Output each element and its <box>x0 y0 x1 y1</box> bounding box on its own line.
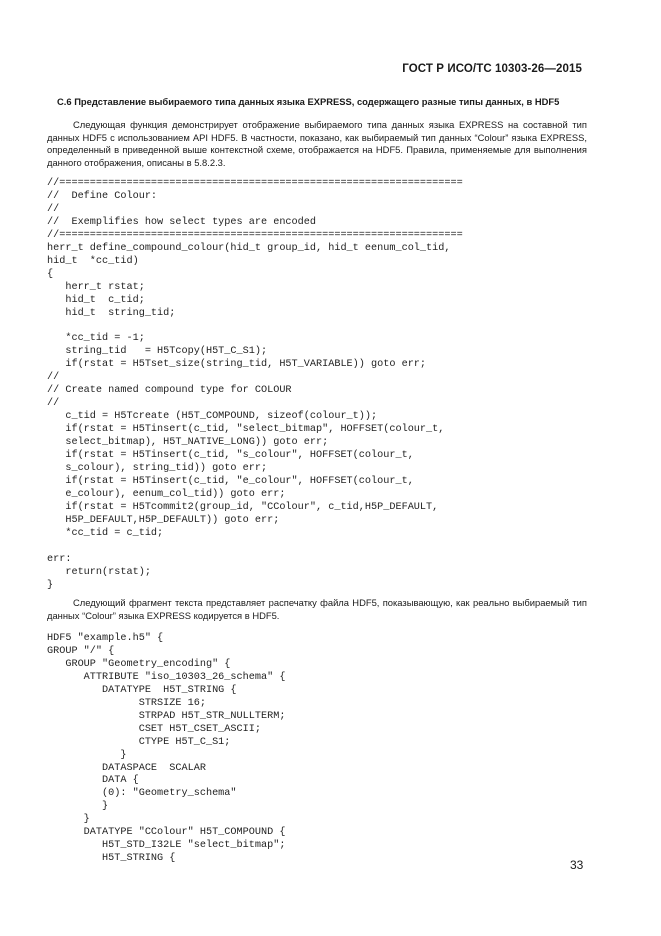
intro-paragraph: Следующая функция демонстрирует отображение выбираемого типа данных языка EXPRESS на составной тип данных HDF5 с использованием API HDF5. В частности, показано, как выбираемый тип данных “Colour” языка EXPRESS, определенный в приведенной выше контекстной схеме, отображается на HDF5. Правила, применяемые для выполнения данного отображения, описаны в 5.8.2.3. <box>47 119 587 168</box>
document-header: ГОСТ Р ИСО/ТС 10303-26—2015 <box>402 63 582 75</box>
c-code-listing: //================================================================== // Define Colour: // // Exemplifies how select types are encoded //================================================================== herr_t define_compound_colour(hid_t group_id, hid_t eenum_col_tid, hid_t *cc_tid) { herr_t rstat; hid_t c_tid; hid_t string_tid; *cc_tid = -1; string_tid = H5Tcopy(H5T_C_S1); if(rstat = H5Tset_size(string_tid, H5T_VARIABLE)) goto err; // // Create named compound type for COLOUR // c_tid = H5Tcreate (H5T_COMPOUND, sizeof(colour_t)); if(rstat = H5Tinsert(c_tid, "select_bitmap", HOFFSET(colour_t, select_bitmap), H5T_NATIVE_LONG)) goto err; if(rstat = H5Tinsert(c_tid, "s_colour", HOFFSET(colour_t, s_colour), string_tid)) goto err; if(rstat = H5Tinsert(c_tid, "e_colour", HOFFSET(colour_t, e_colour), eenum_col_tid)) goto err; if(rstat = H5Tcommit2(group_id, "CColour", c_tid,H5P_DEFAULT, H5P_DEFAULT,H5P_DEFAULT)) goto err; *cc_tid = c_tid; err: return(rstat); } <box>47 178 463 591</box>
hdf5-dump-listing: HDF5 "example.h5" { GROUP "/" { GROUP "Geometry_encoding" { ATTRIBUTE "iso_10303_26_schema" { DATATYPE H5T_STRING { STRSIZE 16; STRPAD H5T_STR_NULLTERM; CSET H5T_CSET_ASCII; CTYPE H5T_C_S1; } DATASPACE SCALAR DATA { (0): "Geometry_schema" } } DATATYPE "CColour" H5T_COMPOUND { H5T_STD_I32LE "select_bitmap"; H5T_STRING { <box>47 633 286 865</box>
section-heading: С.6 Представление выбираемого типа данных языка EXPRESS, содержащего разные типы данных, в HDF5 <box>57 96 560 107</box>
hdf5-dump-paragraph: Следующий фрагмент текста представляет распечатку файла HDF5, показывающую, как реально выбираемый тип данных “Colour” языка EXPRESS кодируется в HDF5. <box>47 597 587 621</box>
page-number: 33 <box>570 858 584 872</box>
